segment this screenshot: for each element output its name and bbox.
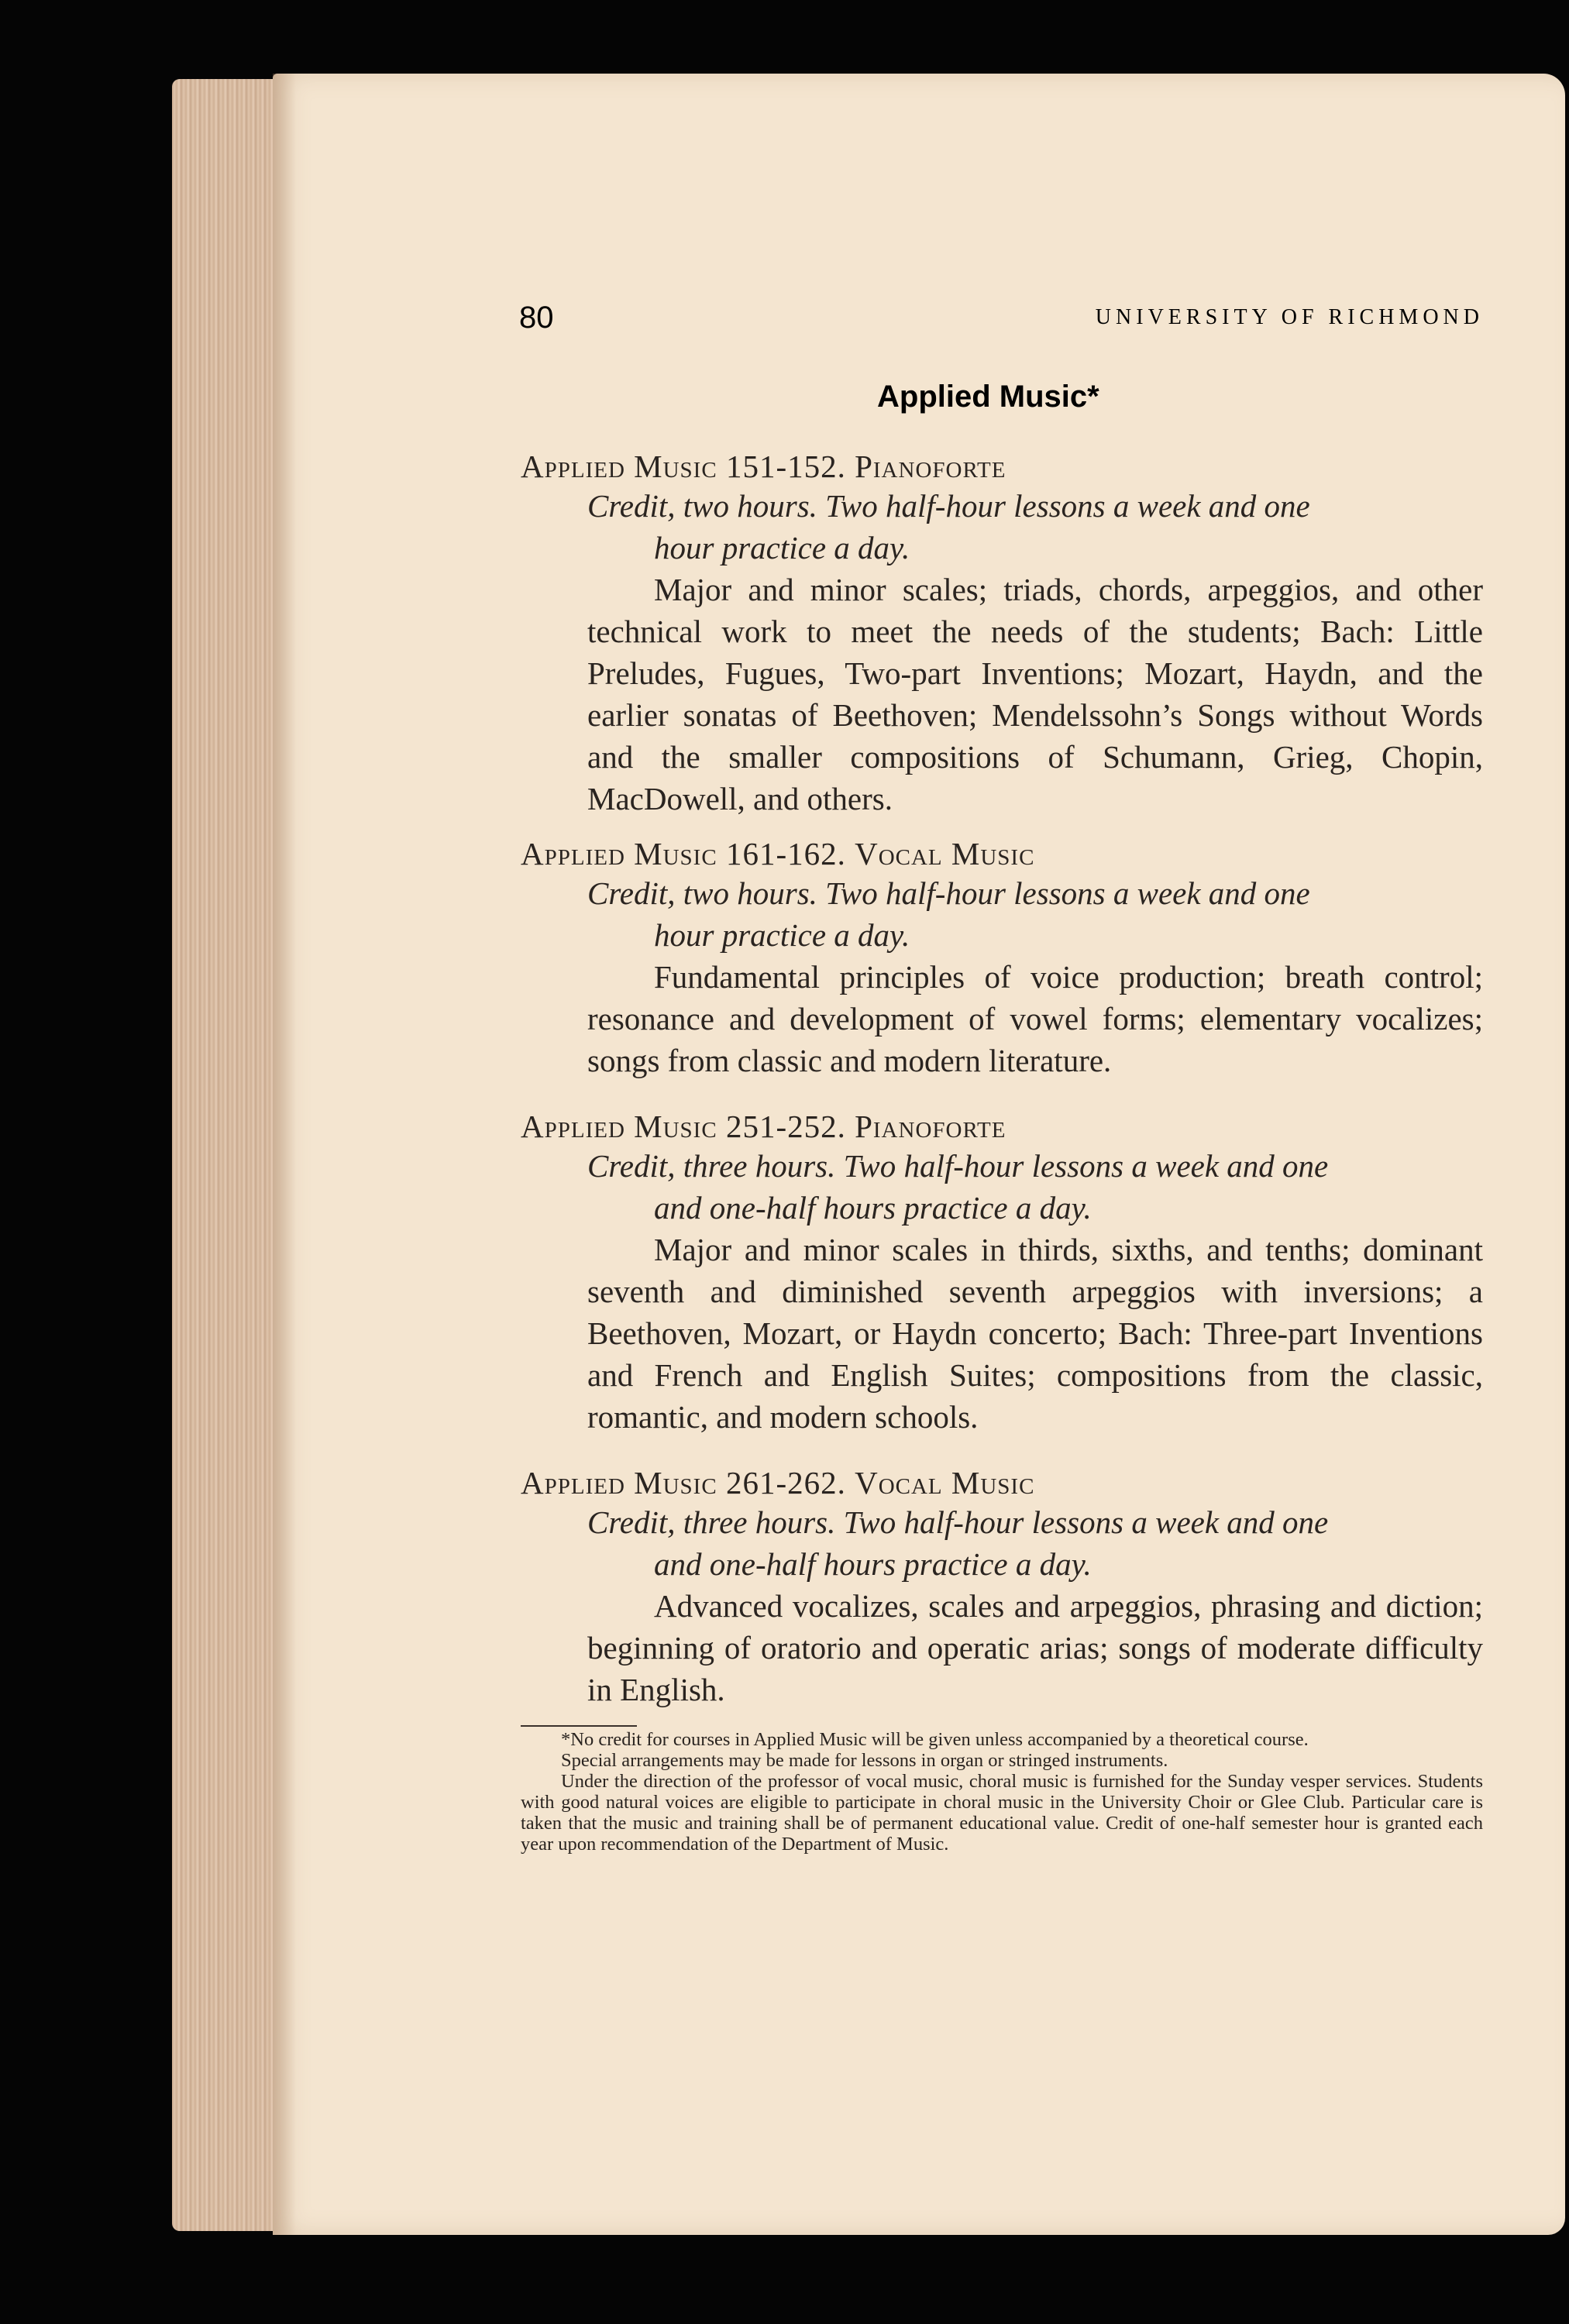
course-dept-2: Music: [634, 1109, 717, 1144]
course-heading: [521, 1108, 1483, 1145]
course-heading: [521, 448, 1483, 485]
course-title: Pianoforte: [855, 1109, 1006, 1144]
course-description: Major and minor scales; triads, chords, arpeggios, and other technical work to meet the needs of the students; Bach: Little Preludes, Fugues, Two-part Inventions; Mozart, Haydn, and the earlier sonatas of Beethoven; Mendelssohn’s Songs without Words and the smaller compositions of Schumann, Grieg, Chopin, MacDowell, and others.: [587, 572, 1483, 816]
course-block: [521, 835, 1483, 1081]
gutter-shadow: [273, 74, 296, 2235]
course-number: 251-252.: [725, 1109, 846, 1144]
footnote-3: Under the direction of the professor of vocal music, choral music is furnished for the Sunday vesper services. Students with good natural voices are eligible to participate in choral music in the University Choir or Glee Club. Particular care is taken that the music and training shall be of permanent educational value. Credit of one-half semester hour is granted each year upon recommendation of the Department of Music.: [521, 1771, 1483, 1855]
course-block: [521, 1464, 1483, 1710]
course-title: Vocal Music: [855, 1465, 1035, 1501]
course-block: [521, 1108, 1483, 1438]
course-title: Pianoforte: [855, 449, 1006, 484]
credit-line-2: and one-half hours practice a day.: [654, 1546, 1092, 1582]
course-description: Major and minor scales in thirds, sixths, and tenths; dominant seventh and diminished seventh arpeggios with inversions; a Beethoven, Mozart, or Haydn concerto; Bach: Three-part Inventions and French and English Suites; compositions from the classic, romantic, and modern schools.: [587, 1232, 1483, 1435]
course-credit: [587, 485, 1483, 569]
course-dept: Applied: [521, 449, 625, 484]
course-dept-2: Music: [634, 1465, 717, 1501]
credit-line-2: and one-half hours practice a day.: [654, 1190, 1092, 1226]
section-title: Applied Music*: [877, 380, 1099, 414]
course-dept: Applied: [521, 1109, 625, 1144]
credit-line-2: hour practice a day.: [654, 917, 910, 953]
course-credit: [587, 1501, 1483, 1585]
course-dept-2: Music: [634, 836, 717, 871]
credit-line-1: Credit, two hours. Two half-hour lessons a week and one: [587, 875, 1310, 911]
footnote-2: Special arrangements may be made for lessons in organ or stringed instruments.: [561, 1750, 1168, 1771]
footnotes: [521, 1729, 1483, 1855]
course-credit: [587, 1145, 1483, 1229]
credit-line-1: Credit, two hours. Two half-hour lessons a week and one: [587, 488, 1310, 524]
course-credit: [587, 872, 1483, 956]
course-dept: Applied: [521, 1465, 625, 1501]
credit-line-1: Credit, three hours. Two half-hour lessons a week and one: [587, 1148, 1329, 1184]
course-number: 151-152.: [725, 449, 846, 484]
course-number: 161-162.: [725, 836, 846, 871]
footnote-1: *No credit for courses in Applied Music will be given unless accompanied by a theoretical course.: [561, 1729, 1309, 1750]
course-dept-2: Music: [634, 449, 717, 484]
course-dept: Applied: [521, 836, 625, 871]
page-number: 80: [519, 301, 554, 335]
credit-line-2: hour practice a day.: [654, 530, 910, 566]
footnote-rule: [521, 1725, 637, 1727]
page-edges: [172, 79, 288, 2231]
course-description: Advanced vocalizes, scales and arpeggios, phrasing and diction; beginning of oratorio and operatic arias; songs of moderate difficulty in English.: [587, 1588, 1483, 1707]
course-block: [521, 448, 1483, 820]
course-heading: [521, 1464, 1483, 1501]
running-title: UNIVERSITY OF RICHMOND: [1095, 305, 1484, 329]
credit-line-1: Credit, three hours. Two half-hour lessons a week and one: [587, 1504, 1329, 1540]
course-description: Fundamental principles of voice production; breath control; resonance and development of vowel forms; elementary vocalizes; songs from classic and modern literature.: [587, 959, 1483, 1078]
running-head: [519, 301, 1484, 339]
course-heading: [521, 835, 1483, 872]
course-number: 261-262.: [725, 1465, 846, 1501]
course-title: Vocal Music: [855, 836, 1035, 871]
